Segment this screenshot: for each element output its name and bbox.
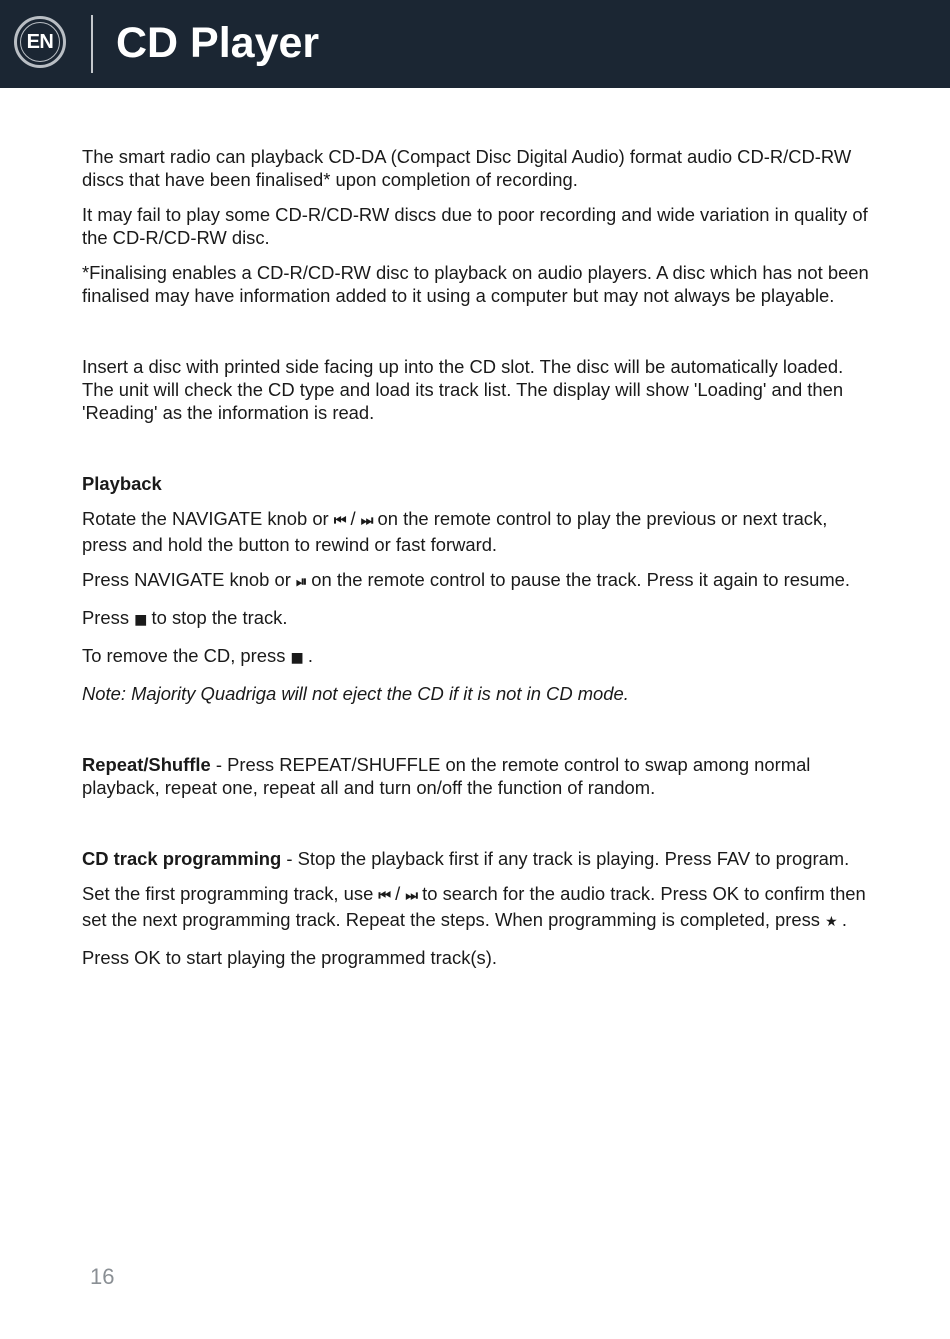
page-header (0, 0, 950, 88)
language-badge (14, 16, 66, 68)
repeat-shuffle-paragraph (82, 753, 872, 799)
repeat-shuffle-label: Repeat/Shuffle (82, 754, 211, 775)
section-gap (82, 811, 872, 847)
stop-text-start: Press (82, 607, 130, 628)
pause-text-end: on the remote control to pause the track. Press it again to resume. (311, 569, 851, 590)
star-icon: ★ (825, 914, 837, 930)
playback-stop-paragraph (82, 606, 872, 632)
programming-start-paragraph: Press OK to start playing the programmed track(s). (82, 947, 497, 968)
stop-icon: ■ (290, 650, 303, 666)
previous-track-icon: ⏮ (378, 888, 391, 904)
stop-icon: ■ (134, 612, 147, 628)
section-gap (82, 436, 872, 472)
playback-rotate-paragraph (82, 507, 872, 556)
playback-pause-paragraph (82, 568, 872, 594)
set-text-middle: to search for the audio track. Press OK to confirm then set the next programming track. Repeat the steps. When programming is completed, press (82, 883, 866, 930)
next-track-icon: ⏭ (405, 888, 418, 904)
page-title: CD Player (116, 19, 320, 67)
play-pause-icon: ⏯ (295, 574, 307, 590)
playback-remove-paragraph (82, 644, 872, 670)
repeat-shuffle-text: - Press REPEAT/SHUFFLE on the remote control to swap among normal playback, repeat one, repeat all and turn on/off the function of random. (82, 754, 811, 798)
set-text-start: Set the first programming track, use (82, 883, 374, 904)
programming-paragraph (82, 847, 872, 870)
page-number: 16 (90, 1264, 115, 1289)
previous-track-icon: ⏮ (333, 513, 346, 529)
intro-paragraph-1: The smart radio can playback CD-DA (Compact Disc Digital Audio) format audio CD-R/CD-RW discs that have been finalised* upon completion of recording. (82, 146, 852, 190)
section-gap (82, 717, 872, 753)
set-text-end: . (841, 909, 847, 930)
icon-separator: / (395, 883, 401, 904)
rotate-text-end: on the remote control to play the previous or next track, press and hold the button to rewind or fast forward. (82, 508, 828, 555)
stop-text-end: to stop the track. (151, 607, 288, 628)
header-divider (91, 15, 93, 73)
programming-text: - Stop the playback first if any track is playing. Press FAV to program. (281, 848, 850, 869)
pause-text-start: Press NAVIGATE knob or (82, 569, 291, 590)
next-track-icon: ⏭ (360, 513, 373, 529)
playback-note: Note: Majority Quadriga will not eject the CD if it is not in CD mode. (82, 683, 629, 704)
document-body (82, 145, 872, 981)
finalising-footnote: *Finalising enables a CD-R/CD-RW disc to playback on audio players. A disc which has not been finalised may have information added to it using a computer but may not always be playable. (82, 262, 869, 306)
insert-disc-paragraph: Insert a disc with printed side facing up into the CD slot. The disc will be automatically loaded. The unit will check the CD type and load its track list. The display will show 'Loading' and then 'Reading' as the information is read. (82, 356, 844, 423)
icon-separator: / (350, 508, 356, 529)
programming-set-paragraph (82, 882, 872, 934)
rotate-text-start: Rotate the NAVIGATE knob or (82, 508, 329, 529)
intro-paragraph-2: It may fail to play some CD-R/CD-RW discs due to poor recording and wide variation in quality of the CD-R/CD-RW disc. (82, 204, 868, 248)
section-gap (82, 319, 872, 355)
programming-label: CD track programming (82, 848, 282, 869)
remove-text-start: To remove the CD, press (82, 645, 286, 666)
playback-heading: Playback (82, 473, 162, 494)
language-badge-label: EN (20, 22, 60, 62)
remove-text-end: . (307, 645, 314, 666)
